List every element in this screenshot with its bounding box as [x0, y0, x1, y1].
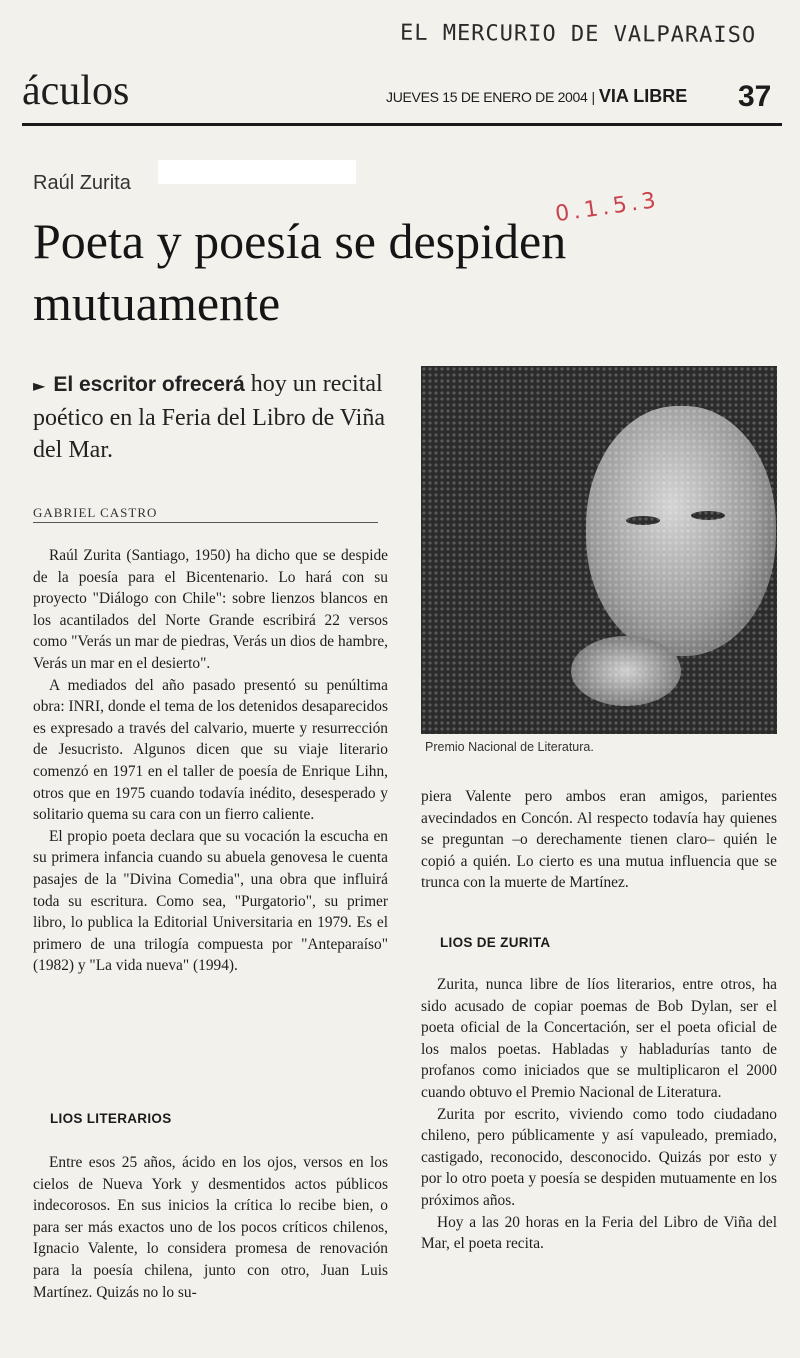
byline: GABRIEL CASTRO [33, 505, 158, 520]
handwritten-margin-note: 0.1.5.3 [553, 187, 662, 228]
paragraph: Entre esos 25 años, ácido en los ojos, versos en los cielos de Nueva York y desmentidos actos públicos indecorosos. En sus inicios la crítica lo recibe bien, o para ser más exactos uno de los pocos críticos chilenos, Ignacio Valente, lo considera promesa de renovación para la poesía chilena, junto con otro, Juan Luis Martínez. Quizás no lo su- [33, 1154, 388, 1301]
handwritten-source-note: EL MERCURIO DE VALPARAISO [399, 20, 757, 49]
headline: Poeta y poesía se despiden mutuamente [33, 213, 567, 331]
column-1-continued [33, 1152, 388, 1303]
page-number: 37 [738, 80, 772, 113]
photo-caption: Premio Nacional de Literatura. [425, 740, 594, 754]
deck-text: hoy un recital poético en la Feria del Libro de Viña del Mar. [33, 371, 385, 463]
column-2-body [421, 786, 777, 894]
author-tag: Raúl Zurita [33, 172, 131, 194]
deck [33, 368, 393, 466]
paragraph: Raúl Zurita (Santiago, 1950) ha dicho que se despide de la poesía para el Bicentenario. Lo hará con su proyecto "Diálogo con Chile": sobre lienzos blancos en los acantilados del Norte Grande escribirá 22 versos como "Verás un mar de piedras, Verás un dios de hambre, Verás un mar en el desierto". [33, 547, 388, 672]
paragraph: A mediados del año pasado presentó su penúltima obra: INRI, donde el tema de los detenidos desaparecidos es expresado a través del calvario, muerte y resurrección de Jesucristo. Algunos dicen que su viaje literario comenzó en 1971 en el taller de poesía de Enrique Lihn, otros que en 1975 cuando todavía inédito, desesperado y solitario quema su cara con un fierro caliente. [33, 676, 388, 824]
column-1-body [33, 545, 388, 977]
subhead-lios-de-zurita: LIOS DE ZURITA [440, 935, 551, 950]
paragraph: Hoy a las 20 horas en la Feria del Libro de Viña del Mar, el poeta recita. [421, 1213, 777, 1253]
portrait-photo [421, 366, 777, 734]
header-rule [22, 123, 782, 126]
edition-line [386, 86, 780, 107]
publication-name: VIA LIBRE [598, 86, 688, 106]
halftone-overlay [421, 366, 777, 734]
column-2-continued [421, 974, 777, 1255]
bullet-arrow-icon: ► [33, 376, 46, 395]
byline-rule [33, 522, 378, 523]
redaction-patch [158, 160, 356, 184]
separator: | [591, 89, 595, 105]
paragraph: El propio poeta declara que su vocación la escucha en su primera infancia cuando su abuela genovesa le cuenta pasajes de la "Divina Comedia", una obra que influirá toda su escritura. Como sea, "Purgatorio", su primer libro, lo publica la Editorial Universitaria en 1979. Es el primero de una trilogía compuesta por "Anteparaíso" (1982) y "La vida nueva" (1994). [33, 827, 388, 975]
paragraph: Zurita, nunca libre de líos literarios, entre otros, ha sido acusado de copiar poemas de Bob Dylan, ser el poeta oficial de la Concertación, ser el poeta oficial de los malos poetas. Habladas y habladurías tanto de profanos como iniciados que se multiplicaron el 2000 cuando obtuvo el Premio Nacional de Literatura. [421, 976, 777, 1101]
deck-lead: El escritor ofrecerá [53, 373, 245, 396]
paragraph: piera Valente pero ambos eran amigos, parientes avecindados en Concón. Al respecto todavía hay quienes se preguntan –o derechamente tienen claro– quién le copió a quién. Lo cierto es una mutua influencia que se trunca con la muerte de Martínez. [421, 788, 777, 892]
paragraph: Zurita por escrito, viviendo como todo ciudadano chileno, pero públicamente y así vapuleado, premiado, castigado, reconocido, desconocido. Quizás por esto y por lo otro poeta y poesía se despiden mutuamente en los próximos años. [421, 1105, 777, 1209]
section-name: áculos [22, 68, 130, 114]
subhead-lios-literarios: LIOS LITERARIOS [50, 1111, 172, 1126]
publication-date: JUEVES 15 DE ENERO DE 2004 [386, 89, 588, 105]
